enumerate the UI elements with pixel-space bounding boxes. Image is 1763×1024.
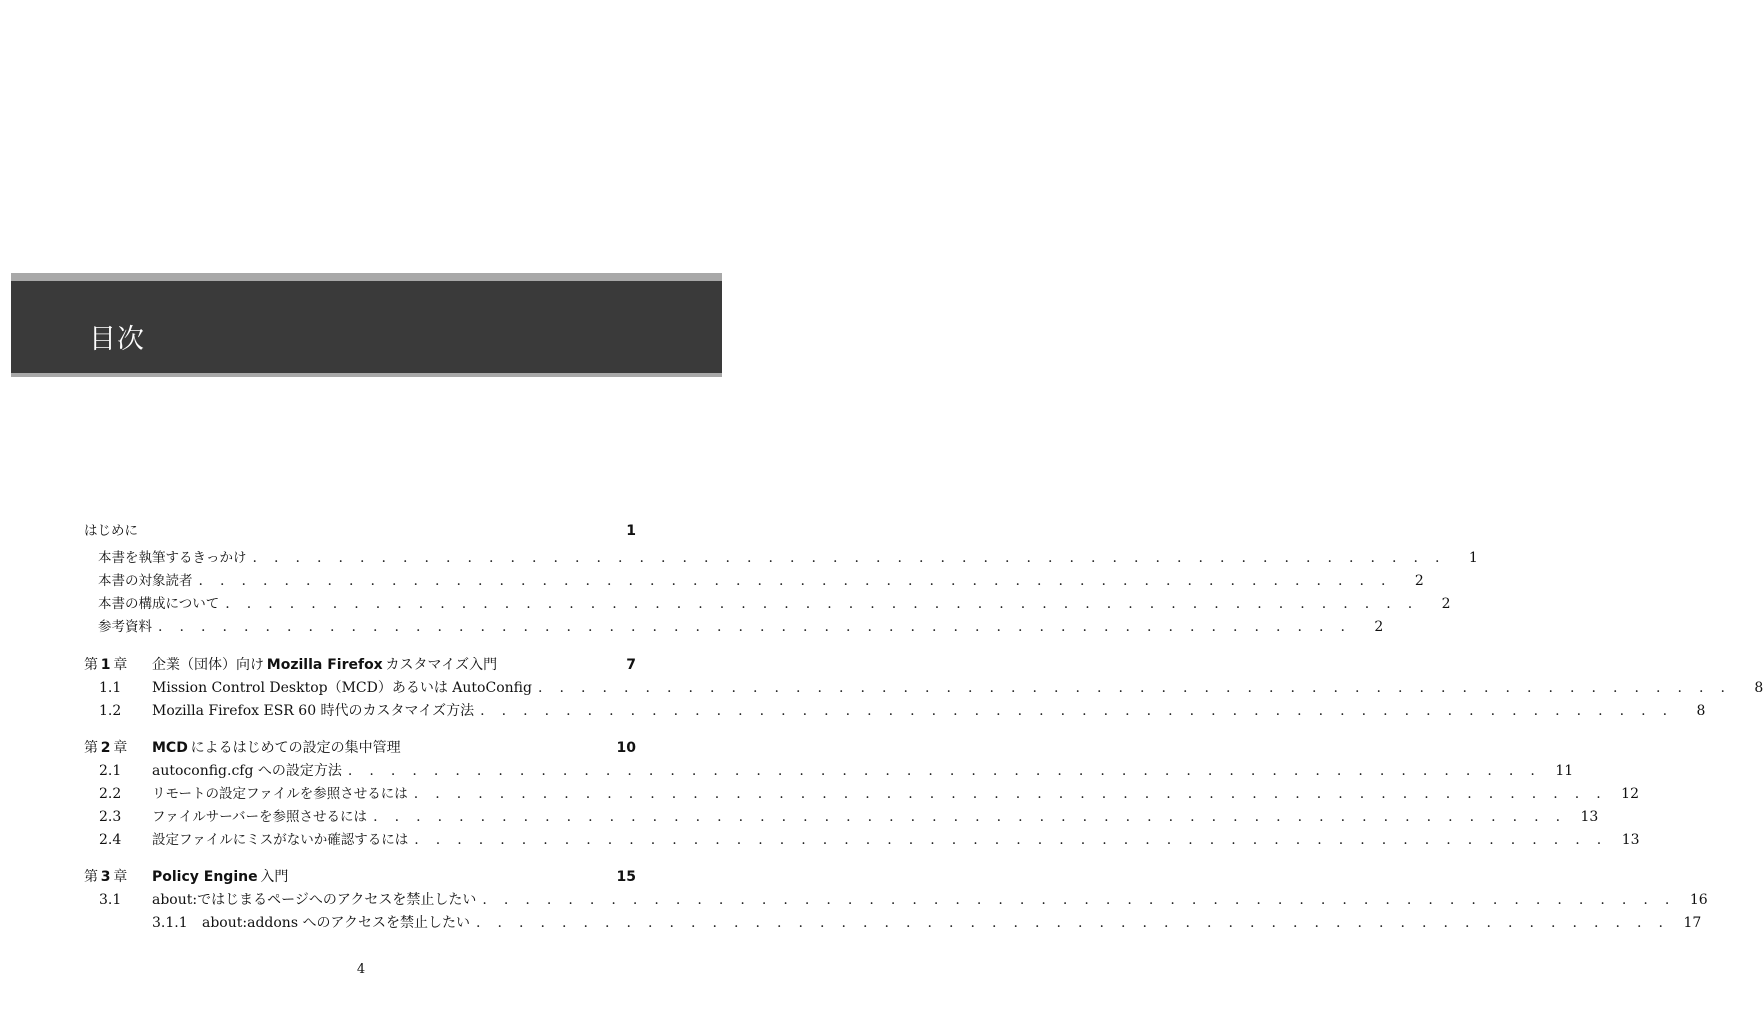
section-number: 2.4 [99, 832, 122, 848]
section-number: 2.1 [99, 763, 122, 779]
page-number: 4 [356, 962, 366, 977]
toc-entry-page: 8 [1696, 703, 1706, 719]
section-number: 2.3 [99, 809, 122, 825]
toc-entry[interactable] [98, 593, 1451, 615]
toc-section[interactable] [84, 783, 1639, 805]
toc-heading: 目次 [89, 324, 145, 355]
toc-section[interactable] [84, 806, 1599, 828]
toc-entry-page: 13 [1621, 832, 1640, 848]
toc-entry-page: 10 [616, 740, 636, 756]
toc-section[interactable] [84, 677, 1763, 699]
toc-entry-page: 2 [1414, 573, 1424, 589]
toc-entry[interactable] [98, 616, 1384, 638]
toc-entry[interactable] [98, 547, 1478, 569]
toc-entry-label: ファイルサーバーを参照させるには [152, 809, 368, 825]
toc-entry-label: 参考資料 [98, 619, 152, 635]
toc-section[interactable] [84, 829, 1640, 851]
toc-entry-label: リモートの設定ファイルを参照させるには [152, 786, 408, 802]
toc-entry-page: 1 [1468, 550, 1478, 566]
chapter-number: 第 2 章 [84, 740, 128, 756]
toc-entry-page: 8 [1754, 680, 1763, 696]
toc-leader: . . . . . . . . . . . . . . . . . . . . . . . . . . . . . . . . . . . . . . . . . . . . . . . . . . . . . . . . [476, 915, 1670, 931]
toc-entry-page: 13 [1580, 809, 1599, 825]
toc-entry-page: 1 [626, 523, 636, 539]
toc-entry-page: 12 [1621, 786, 1639, 802]
toc-entry-label: Mission Control Desktop（MCD）あるいは AutoConfig [152, 680, 532, 696]
toc-leader: . . . . . . . . . . . . . . . . . . . . . . . . . . . . . . . . . . . . . . . . . . . . . . . . . . . . . . . . [373, 809, 1567, 825]
toc-chapter-2[interactable] [84, 737, 636, 759]
chapter-title: 企業（団体）向け Mozilla Firefox カスタマイズ入門 [152, 657, 498, 673]
toc-entry-page: 2 [1374, 619, 1384, 635]
toc-section[interactable] [84, 700, 1706, 722]
toc-entry[interactable] [98, 570, 1424, 592]
chapter-title: MCD によるはじめての設定の集中管理 [152, 740, 401, 756]
section-number: 1.2 [99, 703, 122, 719]
toc-entry-page: 16 [1689, 892, 1708, 908]
toc-chapter-1[interactable] [84, 654, 636, 676]
toc-entry-page: 2 [1441, 596, 1451, 612]
chapter-number: 第 1 章 [84, 657, 128, 673]
chapter-banner [11, 273, 722, 377]
toc-entry-label: 本書の対象読者 [98, 573, 193, 589]
toc-leader: . . . . . . . . . . . . . . . . . . . . . . . . . . . . . . . . . . . . . . . . . . . . . . . . . . . . . . . . [414, 832, 1608, 848]
section-number: 3.1 [99, 892, 122, 908]
toc-intro-heading[interactable] [84, 520, 636, 542]
toc-entry-label: はじめに [84, 523, 138, 539]
chapter-number: 第 3 章 [84, 869, 128, 885]
chapter-title: Policy Engine 入門 [152, 869, 289, 885]
toc-leader: . . . . . . . . . . . . . . . . . . . . . . . . . . . . . . . . . . . . . . . . . . . . . . . . . . . . . . . . [225, 596, 1419, 612]
toc-leader: . . . . . . . . . . . . . . . . . . . . . . . . . . . . . . . . . . . . . . . . . . . . . . . . . . . . . . . . [158, 619, 1352, 635]
toc-leader: . . . . . . . . . . . . . . . . . . . . . . . . . . . . . . . . . . . . . . . . . . . . . . . . . . . . . . . . [198, 573, 1392, 589]
section-number: 2.2 [99, 786, 122, 802]
toc-leader: . . . . . . . . . . . . . . . . . . . . . . . . . . . . . . . . . . . . . . . . . . . . . . . . . . . . . . . . [413, 786, 1607, 802]
toc-entry-page: 7 [626, 657, 636, 673]
toc-leader: . . . . . . . . . . . . . . . . . . . . . . . . . . . . . . . . . . . . . . . . . . . . . . . . . . . . . . . . [482, 892, 1676, 908]
toc-entry-label: about:ではじまるページへのアクセスを禁止したい [152, 892, 477, 908]
toc-section[interactable] [84, 760, 1574, 782]
toc-leader: . . . . . . . . . . . . . . . . . . . . . . . . . . . . . . . . . . . . . . . . . . . . . . . . . . . . . . . . [347, 763, 1542, 779]
subsection-number: 3.1.1 [152, 915, 188, 931]
toc-entry-label: autoconfig.cfg への設定方法 [152, 763, 342, 779]
toc-entry-label: 本書の構成について [98, 596, 220, 612]
toc-subsection[interactable] [152, 912, 1702, 934]
toc-section[interactable] [84, 889, 1708, 911]
toc-entry-label: 本書を執筆するきっかけ [98, 550, 247, 566]
toc-chapter-3[interactable] [84, 866, 636, 888]
toc-entry-page: 11 [1555, 763, 1574, 779]
toc-entry-page: 17 [1683, 915, 1702, 931]
toc-leader: . . . . . . . . . . . . . . . . . . . . . . . . . . . . . . . . . . . . . . . . . . . . . . . . . . . . . . . . [252, 550, 1446, 566]
toc-leader: . . . . . . . . . . . . . . . . . . . . . . . . . . . . . . . . . . . . . . . . . . . . . . . . . . . . . . . . [537, 680, 1732, 696]
toc-entry-label: Mozilla Firefox ESR 60 時代のカスタマイズ方法 [152, 703, 475, 719]
toc-entry-label: about:addons へのアクセスを禁止したい [202, 915, 471, 931]
toc-entry-page: 15 [616, 869, 636, 885]
section-number: 1.1 [99, 680, 122, 696]
toc-leader: . . . . . . . . . . . . . . . . . . . . . . . . . . . . . . . . . . . . . . . . . . . . . . . . . . . . . . . . [480, 703, 1674, 719]
toc-entry-label: 設定ファイルにミスがないか確認するには [152, 832, 409, 848]
